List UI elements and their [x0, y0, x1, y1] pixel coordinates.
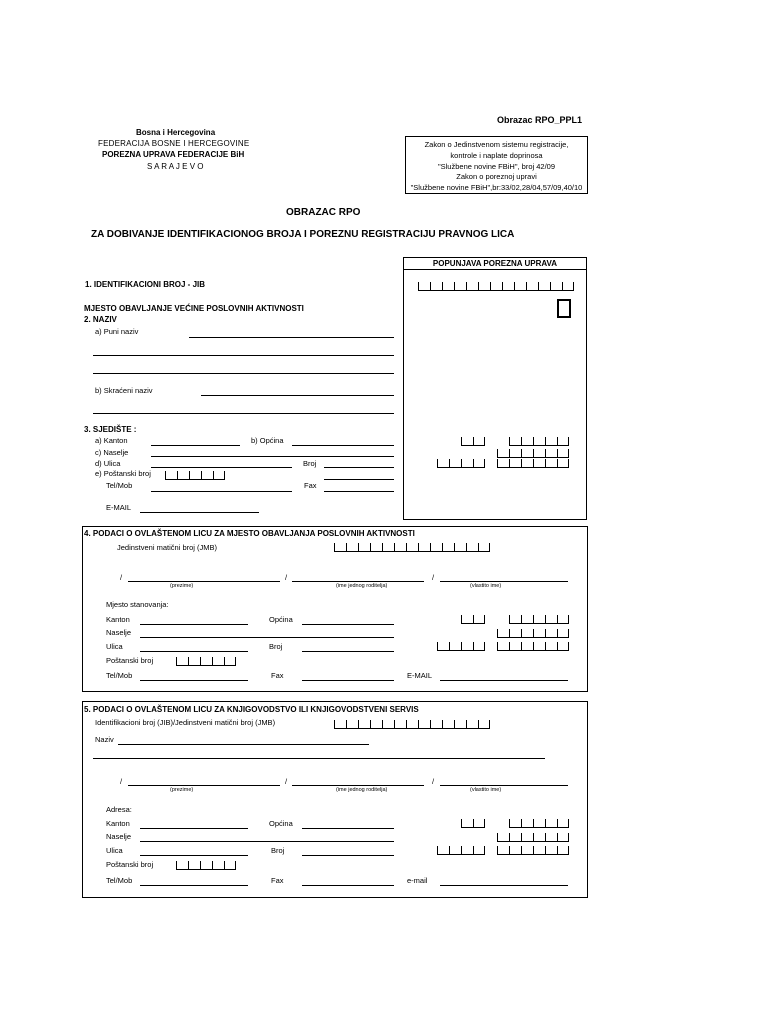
law-line-1: Zakon o Jedinstvenom sistemu registracije,	[424, 140, 569, 149]
s3-broj-field[interactable]	[324, 467, 394, 468]
s4-ulica-field[interactable]	[140, 651, 248, 652]
jib-label: 1. IDENTIFIKACIONI BROJ - JIB	[85, 280, 206, 289]
form-code: Obrazac RPO_PPL1	[497, 115, 583, 125]
s5-email-field[interactable]	[440, 885, 568, 886]
s5-roditelj-caption: (ime jednog roditelja)	[336, 787, 388, 793]
law-line-5: "Službene novine FBiH",br:33/02,28/04,57/09,40/10	[410, 183, 583, 192]
section4-title: 4. PODACI O OVLAŠTENOM LICU ZA MJESTO OBAVLJANJA POSLOVNIH AKTIVNOSTI	[84, 529, 415, 538]
s5-telmob-field[interactable]	[140, 885, 248, 886]
s3-kanton-label: a) Kanton	[95, 436, 128, 445]
s4-prezime-caption: (prezime)	[170, 583, 194, 589]
s3-opcina-field[interactable]	[292, 445, 394, 446]
s4-kanton-field[interactable]	[140, 624, 248, 625]
s4-broj-field[interactable]	[302, 651, 394, 652]
full-name-field-2[interactable]	[93, 355, 394, 356]
s5-slash-3: /	[432, 777, 435, 786]
s4-slash-1: /	[120, 573, 123, 582]
s5-naziv-label: Naziv	[95, 735, 114, 744]
s5-naselje-comb[interactable]	[497, 833, 569, 842]
law-reference-box	[405, 136, 588, 194]
s3-broj-comb[interactable]	[497, 459, 569, 468]
s4-slash-2: /	[285, 573, 288, 582]
short-name-field-2[interactable]	[93, 413, 394, 414]
tax-office-column	[403, 257, 587, 520]
s3-opcina-comb[interactable]	[509, 437, 569, 446]
s3-postanski-comb[interactable]	[165, 471, 225, 480]
form-title: OBRAZAC RPO	[286, 207, 361, 218]
s4-naselje-field[interactable]	[140, 637, 394, 638]
s5-broj-label: Broj	[271, 846, 285, 855]
section2-title: 2. NAZIV	[84, 315, 117, 324]
s5-fax-label: Fax	[271, 876, 284, 885]
s4-opcina-comb[interactable]	[509, 615, 569, 624]
s5-jib-label: Identifikacioni broj (JIB)/Jedinstveni matični broj (JMB)	[95, 718, 276, 727]
s5-naselje-label: Naselje	[106, 832, 132, 841]
tax-office-header: POPUNJAVA POREZNA UPRAVA	[432, 259, 558, 268]
s5-ulica-label: Ulica	[106, 846, 123, 855]
s4-roditelj-caption: (ime jednog roditelja)	[336, 583, 388, 589]
full-name-field-3[interactable]	[93, 373, 394, 374]
s5-prezime-field[interactable]	[128, 785, 280, 786]
s3-ulica-label: d) Ulica	[95, 459, 121, 468]
s3-naselje-field[interactable]	[151, 456, 394, 457]
section5-title: 5. PODACI O OVLAŠTENOM LICU ZA KNJIGOVODSTVO ILI KNJIGOVODSTVENI SERVIS	[84, 705, 419, 714]
s4-jmb-label: Jedinstveni matični broj (JMB)	[117, 543, 218, 552]
section5-box	[82, 701, 588, 898]
s5-opcina-comb[interactable]	[509, 819, 569, 828]
s3-email-field[interactable]	[140, 512, 259, 513]
s4-broj-comb[interactable]	[497, 642, 569, 651]
s3-telmob-field[interactable]	[151, 491, 292, 492]
s3-fax-label: Fax	[304, 481, 317, 490]
s3-telmob-label: Tel/Mob	[106, 481, 133, 490]
s5-prezime-caption: (prezime)	[170, 787, 194, 793]
s5-naziv-field-1[interactable]	[118, 744, 369, 745]
full-name-label: a) Puni naziv	[95, 327, 139, 336]
s5-naziv-field-2[interactable]	[93, 758, 545, 759]
s4-fax-field[interactable]	[302, 680, 394, 681]
s5-ulica-field[interactable]	[140, 855, 248, 856]
s4-fax-label: Fax	[271, 671, 284, 680]
place-checkbox[interactable]	[557, 299, 571, 318]
city-name: S A R A J E V O	[147, 162, 204, 171]
s3-ulica-field[interactable]	[151, 467, 292, 468]
place-label: MJESTO OBAVLJANJE VEĆINE POSLOVNIH AKTIVNOSTI	[84, 304, 304, 313]
s5-broj-comb[interactable]	[497, 846, 569, 855]
s3-opcina-label: b) Općina	[251, 436, 284, 445]
s4-kanton-comb[interactable]	[461, 615, 485, 624]
s3-postanski-label: e) Poštanski broj	[95, 469, 151, 478]
s4-postanski-label: Poštanski broj	[106, 656, 154, 665]
s4-vlastito-field[interactable]	[440, 581, 568, 582]
s3-extra-field[interactable]	[324, 479, 394, 480]
s3-broj-label: Broj	[303, 459, 317, 468]
s5-roditelj-field[interactable]	[292, 785, 424, 786]
law-line-2: kontrole i naplate doprinosa	[450, 151, 543, 160]
s5-fax-field[interactable]	[302, 885, 394, 886]
s3-kanton-field[interactable]	[151, 445, 240, 446]
s4-telmob-field[interactable]	[140, 680, 248, 681]
s5-email-label: e-mail	[407, 876, 428, 885]
s4-opcina-label: Općina	[269, 615, 293, 624]
s5-opcina-label: Općina	[269, 819, 293, 828]
authority-name: POREZNA UPRAVA FEDERACIJE BiH	[102, 150, 245, 159]
s5-kanton-comb[interactable]	[461, 819, 485, 828]
section3-title: 3. SJEDIŠTE :	[84, 425, 137, 434]
s3-kanton-comb[interactable]	[461, 437, 485, 446]
s3-fax-field[interactable]	[324, 491, 394, 492]
s4-jmb-comb[interactable]	[334, 543, 490, 552]
s5-slash-2: /	[285, 777, 288, 786]
s4-postanski-comb[interactable]	[176, 657, 236, 666]
s5-telmob-label: Tel/Mob	[106, 876, 133, 885]
s5-vlastito-caption: (vlastito ime)	[470, 787, 502, 793]
s4-naselje-comb[interactable]	[497, 629, 569, 638]
s5-jib-comb[interactable]	[334, 720, 490, 729]
country-name: Bosna i Hercegovina	[136, 128, 216, 137]
s3-naselje-label: c) Naselje	[95, 448, 129, 457]
s5-vlastito-field[interactable]	[440, 785, 568, 786]
s5-naselje-field[interactable]	[140, 841, 394, 842]
s4-email-label: E-MAIL	[407, 671, 433, 680]
short-name-field-1[interactable]	[201, 395, 394, 396]
s5-postanski-label: Poštanski broj	[106, 860, 154, 869]
jib-comb-field[interactable]	[418, 282, 574, 291]
law-line-4: Zakon o poreznoj upravi	[456, 172, 537, 181]
s4-vlastito-caption: (vlastito ime)	[470, 583, 502, 589]
s5-opcina-field[interactable]	[302, 828, 394, 829]
s5-broj-field[interactable]	[302, 855, 394, 856]
full-name-field-1[interactable]	[189, 337, 394, 338]
s4-kanton-label: Kanton	[106, 615, 130, 624]
law-line-3: "Službene novine FBiH", broj 42/09	[437, 162, 556, 171]
form-subtitle: ZA DOBIVANJE IDENTIFIKACIONOG BROJA I POREZNU REGISTRACIJU PRAVNOG LICA	[91, 229, 515, 240]
s4-roditelj-field[interactable]	[292, 581, 424, 582]
s4-email-field[interactable]	[440, 680, 568, 681]
s5-kanton-label: Kanton	[106, 819, 130, 828]
s4-opcina-field[interactable]	[302, 624, 394, 625]
s4-naselje-label: Naselje	[106, 628, 132, 637]
s4-ulica-label: Ulica	[106, 642, 123, 651]
s5-postanski-comb[interactable]	[176, 861, 236, 870]
s3-naselje-comb[interactable]	[497, 449, 569, 458]
s4-slash-3: /	[432, 573, 435, 582]
s3-email-label: E-MAIL	[106, 503, 132, 512]
s5-slash-1: /	[120, 777, 123, 786]
s4-broj-label: Broj	[269, 642, 283, 651]
federation-name: FEDERACIJA BOSNE I HERCEGOVINE	[98, 139, 250, 148]
s4-ulica-comb[interactable]	[437, 642, 485, 651]
s4-prezime-field[interactable]	[128, 581, 280, 582]
short-name-label: b) Skraćeni naziv	[95, 386, 153, 395]
s4-residence-label: Mjesto stanovanja:	[106, 600, 169, 609]
s5-kanton-field[interactable]	[140, 828, 248, 829]
s3-ulica-comb[interactable]	[437, 459, 485, 468]
s4-telmob-label: Tel/Mob	[106, 671, 133, 680]
s5-adresa-label: Adresa:	[106, 805, 132, 814]
s5-ulica-comb[interactable]	[437, 846, 485, 855]
